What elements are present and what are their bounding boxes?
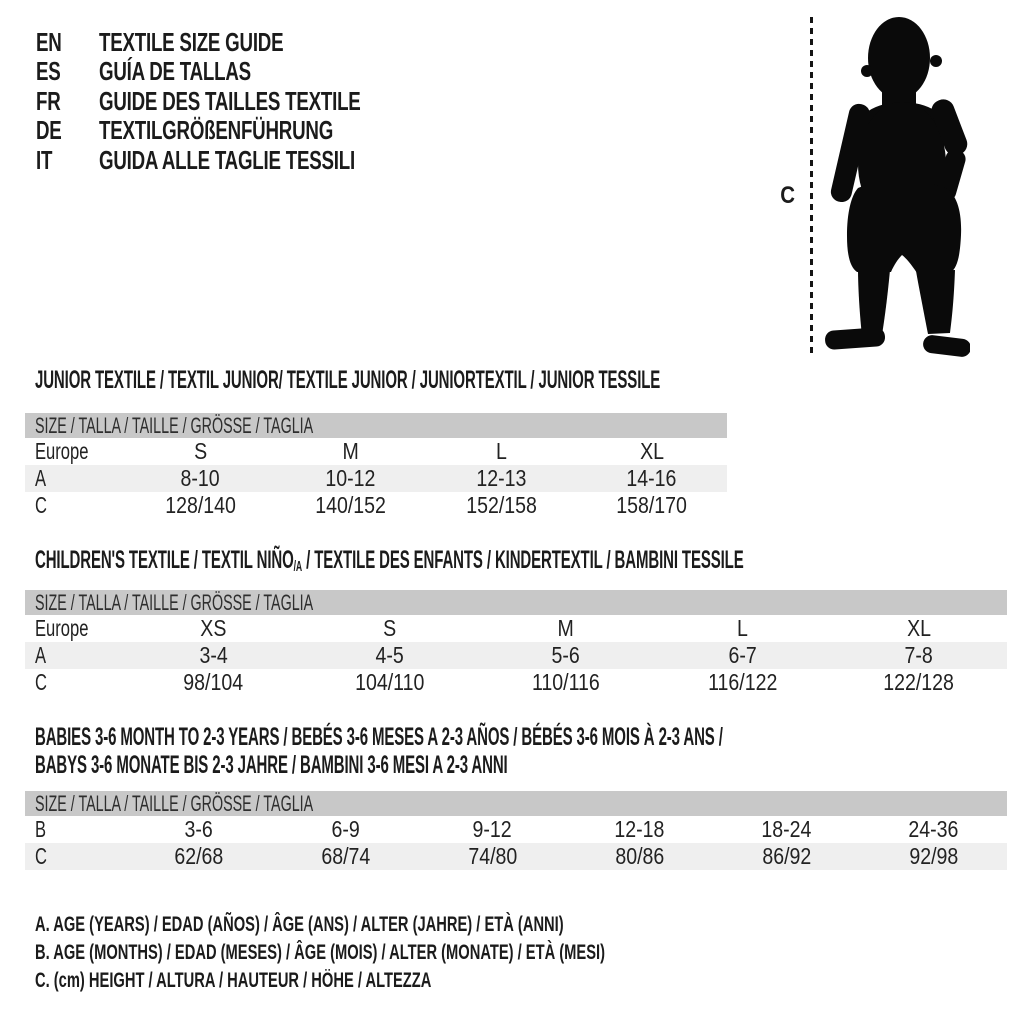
cell-value: 5-6 (551, 642, 581, 668)
cell-value: 152/158 (465, 492, 537, 518)
cell-value: 4-5 (375, 642, 404, 668)
cell-value: 18-24 (761, 816, 812, 842)
cell-value: 14-16 (626, 465, 677, 491)
children-section-title: CHILDREN'S TEXTILE / TEXTIL NIÑO/A / TEXTILE DES ENFANTS / KINDERTEXTIL / BAMBINI TESSILE (35, 546, 744, 575)
children-col-s: S (383, 615, 397, 641)
cell-value: 10-12 (325, 465, 376, 491)
footnote-legend (35, 911, 849, 996)
row-label: A (35, 642, 47, 668)
junior-section-title: JUNIOR TEXTILE / TEXTIL JUNIOR/ TEXTILE JUNIOR / JUNIORTEXTIL / JUNIOR TESSILE (35, 366, 661, 394)
children-region-label: Europe (35, 615, 89, 641)
lang-row-en (36, 28, 462, 57)
lang-title-es: GUÍA DE TALLAS (99, 56, 251, 87)
lang-code-es: ES (36, 56, 61, 87)
lang-code-it: IT (36, 144, 53, 175)
row-label: C (35, 669, 47, 695)
cell-value: 104/110 (354, 669, 425, 695)
row-label: C (35, 843, 47, 869)
row-label: A (35, 465, 47, 491)
cell-value: 98/104 (183, 669, 244, 695)
cell-value: 68/74 (321, 843, 370, 869)
cell-value: 110/116 (532, 669, 600, 695)
junior-row-c (25, 492, 727, 519)
lang-code-de: DE (36, 115, 62, 146)
cell-value: 158/170 (616, 492, 688, 518)
cell-value: 3-6 (184, 816, 213, 842)
junior-columns-row (25, 438, 727, 465)
cell-value: 116/122 (707, 669, 778, 695)
footnote-c: C. (cm) HEIGHT / ALTURA / HAUTEUR / HÖHE / ALTEZZA (35, 969, 432, 993)
cell-value: 6-9 (331, 816, 360, 842)
children-col-l: L (736, 615, 748, 641)
footnote-b: B. AGE (MONTHS) / EDAD (MESES) / ÂGE (MOIS) / ALTER (MONATE) / ETÀ (MESI) (35, 941, 606, 965)
children-columns-row (25, 615, 1007, 642)
babies-title-line2: BABYS 3-6 MONATE BIS 2-3 JAHRE / BAMBINI 3-6 MESI A 2-3 ANNI (35, 751, 508, 779)
cell-value: 128/140 (164, 492, 236, 518)
cell-value: 86/92 (762, 843, 811, 869)
title-subscript: /A (293, 559, 303, 575)
toddler-silhouette-icon (820, 14, 970, 362)
lang-title-fr: GUIDE DES TAILLES TEXTILE (99, 85, 361, 116)
children-col-xs: XS (200, 615, 227, 641)
row-label: C (35, 492, 47, 518)
babies-title-line1: BABIES 3-6 MONTH TO 2-3 YEARS / BEBÉS 3-6 MESES A 2-3 AÑOS / BÉBÉS 3-6 MOIS À 2-3 ANS / (35, 723, 723, 751)
cell-value: 74/80 (468, 843, 517, 869)
lang-title-it: GUIDA ALLE TAGLIE TESSILI (99, 144, 355, 175)
height-measure-dashed-line (810, 17, 813, 354)
junior-table-header: SIZE / TALLA / TAILLE / GRÖSSE / TAGLIA (25, 413, 727, 438)
children-table-header: SIZE / TALLA / TAILLE / GRÖSSE / TAGLIA (25, 590, 1007, 615)
babies-table-header: SIZE / TALLA / TAILLE / GRÖSSE / TAGLIA (25, 791, 1007, 816)
cell-value: 80/86 (615, 843, 664, 869)
junior-col-xl: XL (639, 438, 664, 464)
cell-value: 8-10 (180, 465, 220, 491)
cell-value: 122/128 (883, 669, 955, 695)
junior-col-l: L (495, 438, 507, 464)
lang-title-de: TEXTILGRÖßENFÜHRUNG (99, 115, 334, 146)
footnote-a: A. AGE (YEARS) / EDAD (AÑOS) / ÂGE (ANS) / ALTER (JAHRE) / ETÀ (ANNI) (35, 913, 564, 936)
cell-value: 62/68 (174, 843, 223, 869)
height-measure-label: C (780, 182, 796, 209)
cell-value: 24-36 (908, 816, 959, 842)
lang-row-fr (36, 87, 462, 116)
cell-value: 9-12 (472, 816, 513, 842)
language-title-list (36, 28, 462, 175)
babies-row-b (25, 816, 1007, 843)
cell-value: 140/152 (315, 492, 387, 518)
junior-size-table (25, 413, 727, 519)
babies-section-title (35, 723, 1024, 779)
junior-col-m: M (342, 438, 359, 464)
cell-value: 7-8 (904, 642, 933, 668)
children-row-c (25, 669, 1007, 696)
junior-region-label: Europe (35, 438, 89, 464)
junior-col-s: S (193, 438, 207, 464)
cell-value: 92/98 (909, 843, 958, 869)
junior-row-a (25, 465, 727, 492)
lang-title-en: TEXTILE SIZE GUIDE (99, 27, 284, 57)
children-col-m: M (557, 615, 575, 641)
children-col-xl: XL (906, 615, 931, 641)
cell-value: 6-7 (728, 642, 757, 668)
cell-value: 12-18 (614, 816, 665, 842)
lang-row-es (36, 57, 462, 86)
lang-row-de (36, 116, 462, 145)
children-row-a (25, 642, 1007, 669)
cell-value: 12-13 (476, 465, 527, 491)
lang-row-it (36, 146, 462, 175)
lang-code-en: EN (36, 27, 62, 57)
cell-value: 3-4 (199, 642, 228, 668)
children-size-table (25, 590, 1007, 696)
row-label: B (35, 816, 47, 842)
babies-row-c (25, 843, 1007, 870)
lang-code-fr: FR (36, 85, 61, 116)
babies-size-table (25, 791, 1007, 870)
